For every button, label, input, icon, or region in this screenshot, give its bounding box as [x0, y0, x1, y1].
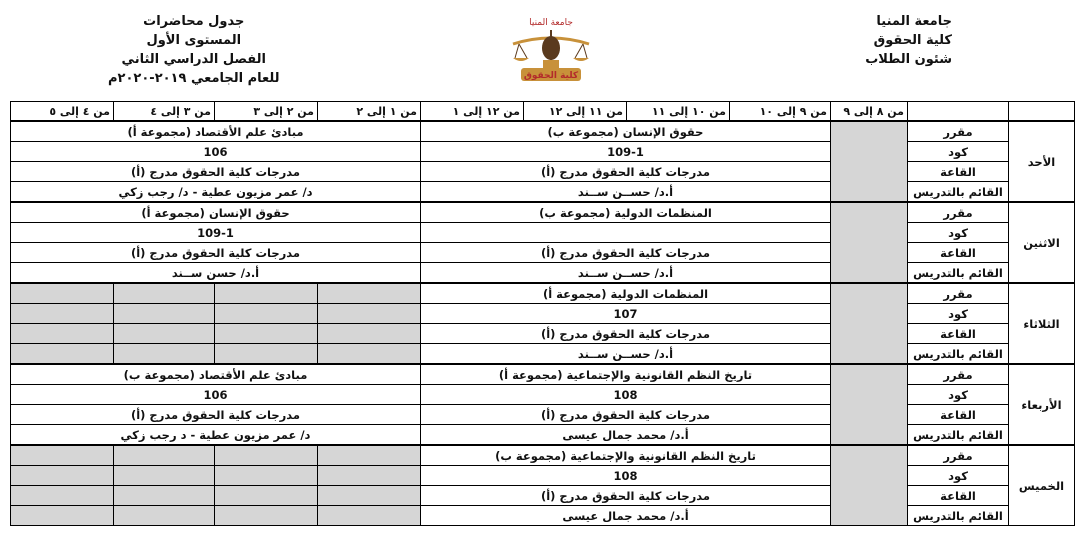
table-row: [11, 223, 1075, 243]
day-monday: الاثنين: [1009, 202, 1075, 283]
course-hall: مدرجات كلية الحقوق مدرج (أ): [421, 486, 831, 506]
time-slot: من ١٢ إلى ١: [421, 102, 524, 122]
table-row: [11, 506, 1075, 526]
course-hall: مدرجات كلية الحقوق مدرج (أ): [11, 162, 421, 182]
empty-slot: [318, 304, 421, 324]
empty-slot: [11, 324, 114, 344]
course-name: حقوق الإنسان (مجموعة أ): [11, 202, 421, 223]
empty-slot: [11, 304, 114, 324]
row-label-code: كود: [908, 385, 1009, 405]
empty-slot: [11, 445, 114, 466]
table-row: [11, 324, 1075, 344]
time-slot: من ٩ إلى ١٠: [730, 102, 831, 122]
empty-slot: [215, 324, 318, 344]
row-label-lecturer: القائم بالتدريس: [908, 263, 1009, 284]
row-label-hall: القاعة: [908, 405, 1009, 425]
empty-slot: [831, 283, 908, 364]
empty-slot: [114, 304, 215, 324]
course-hall: مدرجات كلية الحقوق مدرج (أ): [421, 405, 831, 425]
course-name: حقوق الإنسان (مجموعة ب): [421, 121, 831, 142]
table-row: [11, 263, 1075, 284]
corner-day-cell: [1009, 102, 1075, 122]
table-row: [11, 466, 1075, 486]
row-label-hall: القاعة: [908, 486, 1009, 506]
course-lecturer: أ.د/ حسن ســند: [11, 263, 421, 284]
empty-slot: [215, 304, 318, 324]
table-row: [11, 283, 1075, 304]
empty-slot: [11, 283, 114, 304]
course-lecturer: أ.د/ محمد جمال عيسى: [421, 506, 831, 526]
institution-header: [865, 12, 952, 69]
table-row: [11, 364, 1075, 385]
empty-slot: [11, 466, 114, 486]
course-name: مبادئ علم الأقتصاد (مجموعة ب): [11, 364, 421, 385]
course-code: 109-1: [11, 223, 421, 243]
empty-slot: [215, 283, 318, 304]
row-label-course: مقرر: [908, 283, 1009, 304]
empty-slot: [114, 486, 215, 506]
row-label-code: كود: [908, 223, 1009, 243]
time-slot: من ٤ إلى ٥: [11, 102, 114, 122]
table-row: [11, 385, 1075, 405]
empty-slot: [215, 486, 318, 506]
row-label-hall: القاعة: [908, 243, 1009, 263]
empty-slot: [114, 324, 215, 344]
course-hall: مدرجات كلية الحقوق مدرج (أ): [421, 324, 831, 344]
faculty-name: كلية الحقوق: [873, 33, 952, 48]
table-row: [11, 162, 1075, 182]
course-name: المنظمات الدولية (مجموعة أ): [421, 283, 831, 304]
empty-slot: [318, 466, 421, 486]
course-hall: مدرجات كلية الحقوق مدرج (أ): [11, 243, 421, 263]
empty-slot: [318, 283, 421, 304]
course-hall: مدرجات كلية الحقوق مدرج (أ): [11, 405, 421, 425]
course-name: المنظمات الدولية (مجموعة ب): [421, 202, 831, 223]
row-label-lecturer: القائم بالتدريس: [908, 506, 1009, 526]
time-slot: من ١ إلى ٢: [318, 102, 421, 122]
empty-slot: [215, 466, 318, 486]
course-lecturer: أ.د/ حســن ســند: [421, 263, 831, 284]
course-name: مبادئ علم الأقتصاد (مجموعة أ): [11, 121, 421, 142]
row-label-lecturer: القائم بالتدريس: [908, 182, 1009, 203]
empty-slot: [215, 506, 318, 526]
course-lecturer: أ.د/ حســن ســند: [421, 344, 831, 365]
row-label-course: مقرر: [908, 121, 1009, 142]
course-code: 108: [421, 466, 831, 486]
table-row: [11, 405, 1075, 425]
course-code: 109-1: [421, 142, 831, 162]
table-row: [11, 304, 1075, 324]
time-slot: من ٨ إلى ٩: [831, 102, 908, 122]
course-name: تاريخ النظم القانونية والإجتماعية (مجموعة ب): [421, 445, 831, 466]
day-thursday: الخميس: [1009, 445, 1075, 526]
university-name: جامعة المنيا: [876, 14, 952, 29]
row-label-code: كود: [908, 304, 1009, 324]
row-label-lecturer: القائم بالتدريس: [908, 344, 1009, 365]
row-label-lecturer: القائم بالتدريس: [908, 425, 1009, 446]
table-row: [11, 202, 1075, 223]
empty-slot: [831, 202, 908, 283]
course-lecturer: د/ عمر مزيون عطية - د/ رجب زكي: [11, 182, 421, 203]
empty-slot: [11, 344, 114, 365]
semester-label: الفصل الدراسي الثاني: [121, 52, 266, 67]
course-hall: مدرجات كلية الحقوق مدرج (أ): [421, 243, 831, 263]
table-row: [11, 445, 1075, 466]
empty-slot: [114, 506, 215, 526]
empty-slot: [114, 466, 215, 486]
logo-top-text: جامعة المنيا: [529, 18, 573, 28]
course-code: 108: [421, 385, 831, 405]
table-row: [11, 425, 1075, 446]
empty-slot: [318, 506, 421, 526]
course-lecturer: أ.د/ محمد جمال عيسى: [421, 425, 831, 446]
empty-slot: [318, 486, 421, 506]
empty-slot: [11, 486, 114, 506]
course-lecturer: د/ عمر مزيون عطية - د رجب زكي: [11, 425, 421, 446]
day-tuesday: الثلاثاء: [1009, 283, 1075, 364]
table-row: [11, 121, 1075, 142]
schedule-table: [10, 101, 1075, 526]
empty-slot: [318, 324, 421, 344]
time-slot: من ١١ إلى ١٢: [524, 102, 627, 122]
table-row: [11, 142, 1075, 162]
schedule-header: [108, 12, 280, 88]
empty-slot: [318, 445, 421, 466]
time-slot-header-row: [11, 102, 1075, 122]
row-label-code: كود: [908, 142, 1009, 162]
empty-slot: [114, 445, 215, 466]
corner-label-cell: [908, 102, 1009, 122]
department-name: شئون الطلاب: [865, 52, 952, 67]
course-code: [421, 223, 831, 243]
course-name: تاريخ النظم القانونية والإجتماعية (مجموعة أ): [421, 364, 831, 385]
course-code: 106: [11, 385, 421, 405]
course-code: 107: [421, 304, 831, 324]
empty-slot: [318, 344, 421, 365]
empty-slot: [114, 283, 215, 304]
empty-slot: [215, 344, 318, 365]
year-label: للعام الجامعي ٢٠١٩-٢٠٢٠م: [108, 71, 280, 86]
empty-slot: [215, 445, 318, 466]
day-wednesday: الأربعاء: [1009, 364, 1075, 445]
row-label-course: مقرر: [908, 202, 1009, 223]
row-label-hall: القاعة: [908, 324, 1009, 344]
faculty-logo: [505, 14, 597, 84]
empty-slot: [11, 506, 114, 526]
row-label-code: كود: [908, 466, 1009, 486]
logo-bottom-text: كلية الحقوق: [523, 71, 579, 81]
table-row: [11, 182, 1075, 203]
row-label-hall: القاعة: [908, 162, 1009, 182]
row-label-course: مقرر: [908, 364, 1009, 385]
empty-slot: [831, 364, 908, 445]
table-row: [11, 486, 1075, 506]
time-slot: من ٣ إلى ٤: [114, 102, 215, 122]
table-row: [11, 243, 1075, 263]
schedule-title: جدول محاضرات: [143, 14, 245, 29]
empty-slot: [114, 344, 215, 365]
time-slot: من ٢ إلى ٣: [215, 102, 318, 122]
course-hall: مدرجات كلية الحقوق مدرج (أ): [421, 162, 831, 182]
row-label-course: مقرر: [908, 445, 1009, 466]
day-sunday: الأحد: [1009, 121, 1075, 202]
table-row: [11, 344, 1075, 365]
level-label: المستوى الأول: [146, 33, 242, 48]
course-lecturer: أ.د/ حســن ســند: [421, 182, 831, 203]
empty-slot: [831, 121, 908, 202]
course-code: 106: [11, 142, 421, 162]
empty-slot: [831, 445, 908, 526]
time-slot: من ١٠ إلى ١١: [627, 102, 730, 122]
